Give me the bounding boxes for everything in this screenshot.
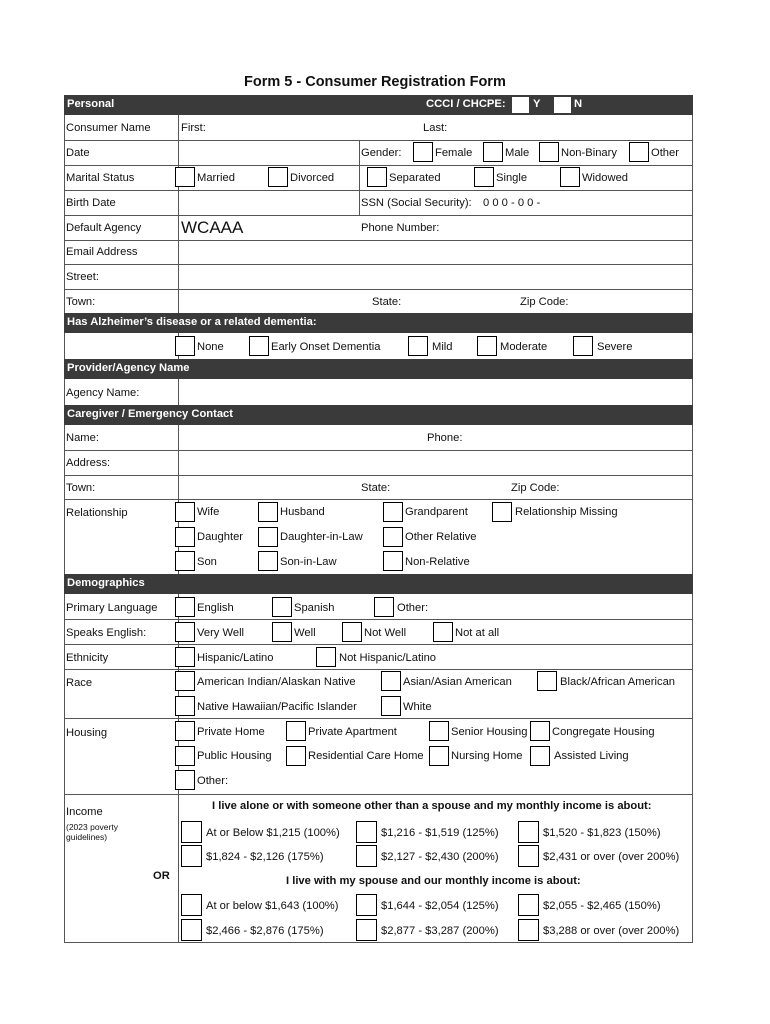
ccci-yes-label: Y	[533, 98, 541, 110]
inc-spouse-3-checkbox[interactable]	[518, 894, 539, 916]
gender-male-label: Male	[505, 147, 530, 159]
alzheimers-header	[64, 313, 693, 333]
inc-alone-3-label: $1,520 - $1,823 (150%)	[543, 827, 661, 839]
caregiver-state-label: State:	[361, 482, 391, 494]
housing-private-home-label: Private Home	[197, 726, 265, 738]
marital-single-label: Single	[496, 172, 528, 184]
race-native-hawaiian-label: Native Hawaiian/Pacific Islander	[197, 701, 357, 713]
alzheimers-header-label: Has Alzheimer’s disease or a related dementia:	[67, 316, 317, 328]
alz-early-onset-label: Early Onset Dementia	[271, 341, 381, 353]
rel-daughter-in-law-checkbox[interactable]	[258, 527, 278, 547]
alz-moderate-label: Moderate	[500, 341, 548, 353]
caregiver-name-label: Name:	[66, 432, 99, 444]
eth-not-hispanic-checkbox[interactable]	[316, 647, 336, 667]
consumer-name-label: Consumer Name	[66, 122, 151, 134]
inc-alone-5-label: $2,127 - $2,430 (200%)	[381, 851, 499, 863]
inc-spouse-4-checkbox[interactable]	[181, 919, 202, 941]
rel-son-label: Son	[197, 556, 217, 568]
housing-assisted-label: Assisted Living	[554, 750, 629, 762]
race-black-checkbox[interactable]	[537, 671, 557, 691]
rel-daughter-in-law-label: Daughter-in-Law	[280, 531, 363, 543]
housing-other-label: Other:	[197, 775, 229, 787]
marital-separated-checkbox[interactable]	[367, 167, 387, 187]
marital-divorced-checkbox[interactable]	[268, 167, 288, 187]
inc-alone-1-checkbox[interactable]	[181, 821, 202, 843]
demographics-header-label: Demographics	[67, 577, 145, 589]
rel-husband-label: Husband	[280, 506, 325, 518]
race-asian-checkbox[interactable]	[381, 671, 401, 691]
alz-mild-label: Mild	[432, 341, 453, 353]
race-native-hawaiian-checkbox[interactable]	[175, 696, 195, 716]
inc-spouse-2-label: $1,644 - $2,054 (125%)	[381, 900, 499, 912]
personal-header	[64, 95, 693, 115]
default-agency-label: Default Agency	[66, 222, 142, 234]
alz-none-label: None	[197, 341, 224, 353]
rel-grandparent-label: Grandparent	[405, 506, 468, 518]
speaks-english-label: Speaks English:	[66, 627, 147, 639]
income-or-label: OR	[153, 870, 170, 882]
rel-son-checkbox[interactable]	[175, 551, 195, 571]
caregiver-zip-label: Zip Code:	[511, 482, 560, 494]
inc-spouse-2-checkbox[interactable]	[356, 894, 377, 916]
rel-wife-checkbox[interactable]	[175, 502, 195, 522]
lang-other-label: Other:	[397, 602, 429, 614]
eng-not-well-label: Not Well	[364, 627, 407, 639]
rel-daughter-checkbox[interactable]	[175, 527, 195, 547]
inc-spouse-5-label: $2,877 - $3,287 (200%)	[381, 925, 499, 937]
income-note-line2: guidelines)	[66, 832, 108, 842]
eth-hispanic-checkbox[interactable]	[175, 647, 195, 667]
housing-senior-label: Senior Housing	[451, 726, 528, 738]
race-american-indian-label: American Indian/Alaskan Native	[197, 676, 356, 688]
marital-divorced-label: Divorced	[290, 172, 335, 184]
caregiver-town-label: Town:	[66, 482, 96, 494]
inc-alone-2-label: $1,216 - $1,519 (125%)	[381, 827, 499, 839]
inc-alone-6-label: $2,431 or over (over 200%)	[543, 851, 680, 863]
street-label: Street:	[66, 271, 99, 283]
inc-spouse-6-label: $3,288 or over (over 200%)	[543, 925, 680, 937]
form-title: Form 5 - Consumer Registration Form	[244, 74, 506, 90]
first-name-field[interactable]: First:	[181, 122, 206, 134]
marital-widowed-checkbox[interactable]	[560, 167, 580, 187]
agency-name-label: Agency Name:	[66, 387, 140, 399]
default-agency-value[interactable]: WCAAA	[181, 218, 244, 237]
ssn-value[interactable]: 0 0 0 - 0 0 -	[483, 197, 541, 209]
alz-severe-label: Severe	[597, 341, 633, 353]
race-asian-label: Asian/Asian American	[403, 676, 512, 688]
town-label: Town:	[66, 296, 96, 308]
housing-congregate-label: Congregate Housing	[552, 726, 655, 738]
eng-very-well-label: Very Well	[197, 627, 245, 639]
inc-spouse-3-label: $2,055 - $2,465 (150%)	[543, 900, 661, 912]
housing-public-checkbox[interactable]	[175, 746, 195, 766]
rel-other-relative-checkbox[interactable]	[383, 527, 403, 547]
rel-grandparent-checkbox[interactable]	[383, 502, 403, 522]
rel-non-relative-checkbox[interactable]	[383, 551, 403, 571]
inc-alone-6-checkbox[interactable]	[518, 845, 539, 867]
marital-married-checkbox[interactable]	[175, 167, 195, 187]
zip-label: Zip Code:	[520, 296, 569, 308]
rel-husband-checkbox[interactable]	[258, 502, 278, 522]
income-label: Income	[66, 806, 103, 818]
alz-mild-checkbox[interactable]	[408, 336, 428, 356]
ccci-no-checkbox[interactable]	[554, 97, 571, 113]
inc-alone-4-checkbox[interactable]	[181, 845, 202, 867]
alz-early-onset-checkbox[interactable]	[249, 336, 269, 356]
marital-married-label: Married	[197, 172, 235, 184]
gender-nonbinary-label: Non-Binary	[561, 147, 617, 159]
housing-residential-label: Residential Care Home	[308, 750, 424, 762]
gender-female-label: Female	[435, 147, 473, 159]
birth-date-label: Birth Date	[66, 197, 116, 209]
gender-other-label: Other	[651, 147, 679, 159]
inc-alone-4-label: $1,824 - $2,126 (175%)	[206, 851, 324, 863]
rel-wife-label: Wife	[197, 506, 220, 518]
ccci-no-label: N	[574, 98, 583, 110]
race-label: Race	[66, 677, 93, 689]
inc-alone-2-checkbox[interactable]	[356, 821, 377, 843]
demographics-header	[64, 574, 693, 594]
caregiver-header	[64, 405, 693, 425]
email-label: Email Address	[66, 246, 138, 258]
housing-nursing-checkbox[interactable]	[429, 746, 449, 766]
housing-assisted-checkbox[interactable]	[530, 746, 550, 766]
inc-spouse-6-checkbox[interactable]	[518, 919, 539, 941]
caregiver-header-label: Caregiver / Emergency Contact	[67, 408, 234, 420]
rel-other-relative-label: Other Relative	[405, 531, 477, 543]
housing-private-home-checkbox[interactable]	[175, 721, 195, 741]
alz-none-checkbox[interactable]	[175, 336, 195, 356]
eng-well-label: Well	[294, 627, 316, 639]
rel-non-relative-label: Non-Relative	[405, 556, 470, 568]
caregiver-address-label: Address:	[66, 457, 111, 469]
eng-not-well-checkbox[interactable]	[342, 622, 362, 642]
lang-other-checkbox[interactable]	[374, 597, 394, 617]
inc-spouse-1-checkbox[interactable]	[181, 894, 202, 916]
provider-header	[64, 359, 693, 379]
housing-congregate-checkbox[interactable]	[530, 721, 550, 741]
provider-header-label: Provider/Agency Name	[67, 362, 190, 374]
marital-widowed-label: Widowed	[582, 172, 629, 184]
housing-senior-checkbox[interactable]	[429, 721, 449, 741]
eng-well-checkbox[interactable]	[272, 622, 292, 642]
eng-not-at-all-label: Not at all	[455, 627, 500, 639]
phone-number-label: Phone Number:	[361, 222, 440, 234]
last-name-field[interactable]: Last:	[423, 122, 448, 134]
inc-alone-5-checkbox[interactable]	[356, 845, 377, 867]
rel-missing-checkbox[interactable]	[492, 502, 512, 522]
housing-residential-checkbox[interactable]	[286, 746, 306, 766]
race-american-indian-checkbox[interactable]	[175, 671, 195, 691]
marital-status-label: Marital Status	[66, 172, 135, 184]
ccci-yes-checkbox[interactable]	[512, 97, 529, 113]
marital-separated-label: Separated	[389, 172, 441, 184]
state-label: State:	[372, 296, 402, 308]
race-white-checkbox[interactable]	[381, 696, 401, 716]
eng-not-at-all-checkbox[interactable]	[433, 622, 453, 642]
alz-moderate-checkbox[interactable]	[477, 336, 497, 356]
gender-label: Gender:	[361, 147, 402, 159]
race-black-label: Black/African American	[560, 676, 676, 688]
rel-daughter-label: Daughter	[197, 531, 244, 543]
ethnicity-label: Ethnicity	[66, 652, 109, 664]
race-white-label: White	[403, 701, 432, 713]
eth-hispanic-label: Hispanic/Latino	[197, 652, 274, 664]
ssn-label: SSN (Social Security):	[361, 197, 472, 209]
inc-spouse-5-checkbox[interactable]	[356, 919, 377, 941]
housing-nursing-label: Nursing Home	[451, 750, 523, 762]
lang-spanish-label: Spanish	[294, 602, 335, 614]
lang-spanish-checkbox[interactable]	[272, 597, 292, 617]
housing-private-apartment-checkbox[interactable]	[286, 721, 306, 741]
ccci-label: CCCI / CHCPE:	[426, 98, 506, 110]
gender-male-checkbox[interactable]	[483, 142, 503, 162]
marital-single-checkbox[interactable]	[474, 167, 494, 187]
lang-english-checkbox[interactable]	[175, 597, 195, 617]
inc-alone-1-label: At or Below $1,215 (100%)	[206, 827, 340, 839]
gender-female-checkbox[interactable]	[413, 142, 433, 162]
housing-private-apartment-label: Private Apartment	[308, 726, 397, 738]
date-label: Date	[66, 147, 90, 159]
caregiver-phone-label: Phone:	[427, 432, 463, 444]
gender-other-checkbox[interactable]	[629, 142, 649, 162]
personal-header-label: Personal	[67, 98, 115, 110]
income-spouse-header: I live with my spouse and our monthly income is about:	[286, 875, 581, 887]
income-alone-header: I live alone or with someone other than a spouse and my monthly income is about:	[212, 800, 652, 812]
inc-spouse-1-label: At or below $1,643 (100%)	[206, 900, 339, 912]
relationship-label: Relationship	[66, 507, 128, 519]
housing-public-label: Public Housing	[197, 750, 272, 762]
housing-other-checkbox[interactable]	[175, 770, 195, 790]
inc-alone-3-checkbox[interactable]	[518, 821, 539, 843]
income-note-line1: (2023 poverty	[66, 822, 118, 832]
inc-spouse-4-label: $2,466 - $2,876 (175%)	[206, 925, 324, 937]
gender-nonbinary-checkbox[interactable]	[539, 142, 559, 162]
housing-label: Housing	[66, 727, 108, 739]
alz-severe-checkbox[interactable]	[573, 336, 593, 356]
rel-son-in-law-checkbox[interactable]	[258, 551, 278, 571]
primary-language-label: Primary Language	[66, 602, 158, 614]
eth-not-hispanic-label: Not Hispanic/Latino	[339, 652, 437, 664]
lang-english-label: English	[197, 602, 234, 614]
rel-son-in-law-label: Son-in-Law	[280, 556, 337, 568]
rel-missing-label: Relationship Missing	[515, 506, 618, 518]
eng-very-well-checkbox[interactable]	[175, 622, 195, 642]
